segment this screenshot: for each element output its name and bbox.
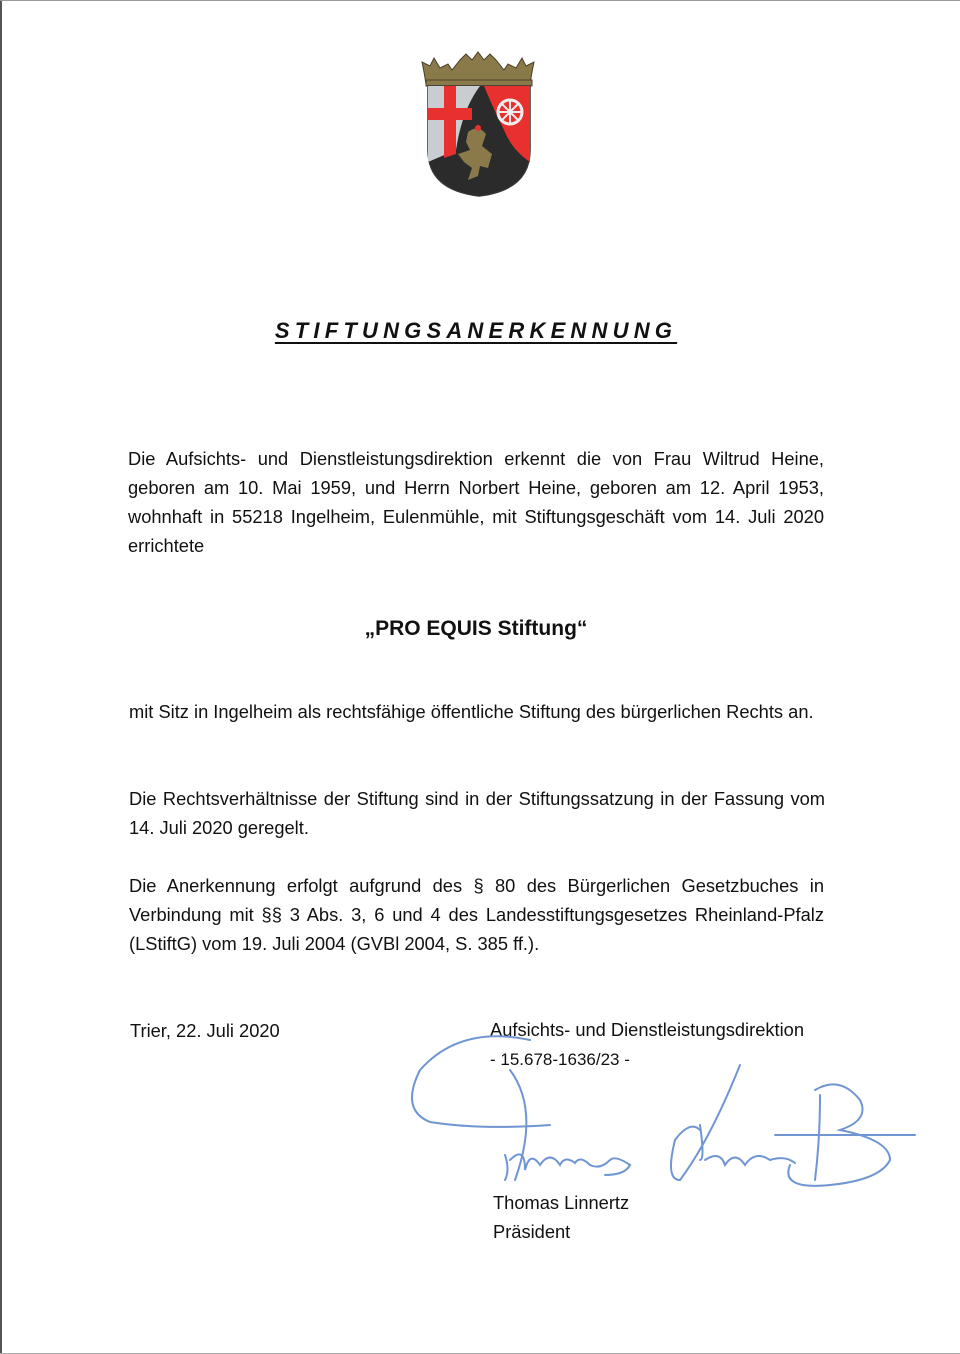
signatory-name: Thomas Linnertz — [493, 1192, 630, 1213]
issuing-authority: Aufsichts- und Dienstleistungsdirektion — [490, 1019, 804, 1040]
coat-of-arms-icon — [418, 50, 540, 200]
signatory-role: Präsident — [493, 1221, 571, 1242]
handwritten-signature — [400, 1030, 930, 1200]
scan-edge-top — [0, 0, 960, 1]
seat-paragraph: mit Sitz in Ingelheim als rechtsfähige öffentliche Stiftung des bürgerlichen Rechts an. — [129, 701, 814, 722]
scan-edge-left — [0, 0, 2, 1354]
document-title: STIFTUNGSANERKENNUNG — [274, 318, 678, 343]
recognition-paragraph: Die Aufsichts- und Dienstleistungsdirektion erkennt die von Frau Wiltrud Heine, geboren am 10. Mai 1959, und Herrn Norbert Heine, geboren am 12. April 1953, wohnhaft in 55218 Ingelheim, Eulenmühle, mit Stiftungsgeschäft vom 14. Juli 2020 errichtete — [128, 448, 824, 556]
foundation-name: „PRO EQUIS Stiftung“ — [364, 617, 588, 640]
legal-basis-paragraph: Die Anerkennung erfolgt aufgrund des § 80 des Bürgerlichen Gesetzbuches in Verbindung mit §§ 3 Abs. 3, 6 und 4 des Landesstiftungsgesetzes Rheinland-Pfalz (LStiftG) vom 19. Juli 2004 (GVBl 2004, S. 385 ff.). — [129, 875, 824, 954]
reference-number: - 15.678-1636/23 - — [490, 1050, 630, 1069]
statute-paragraph: Die Rechtsverhältnisse der Stiftung sind in der Stiftungssatzung in der Fassung vom 14. Juli 2020 geregelt. — [129, 788, 825, 838]
place-date: Trier, 22. Juli 2020 — [130, 1020, 280, 1041]
